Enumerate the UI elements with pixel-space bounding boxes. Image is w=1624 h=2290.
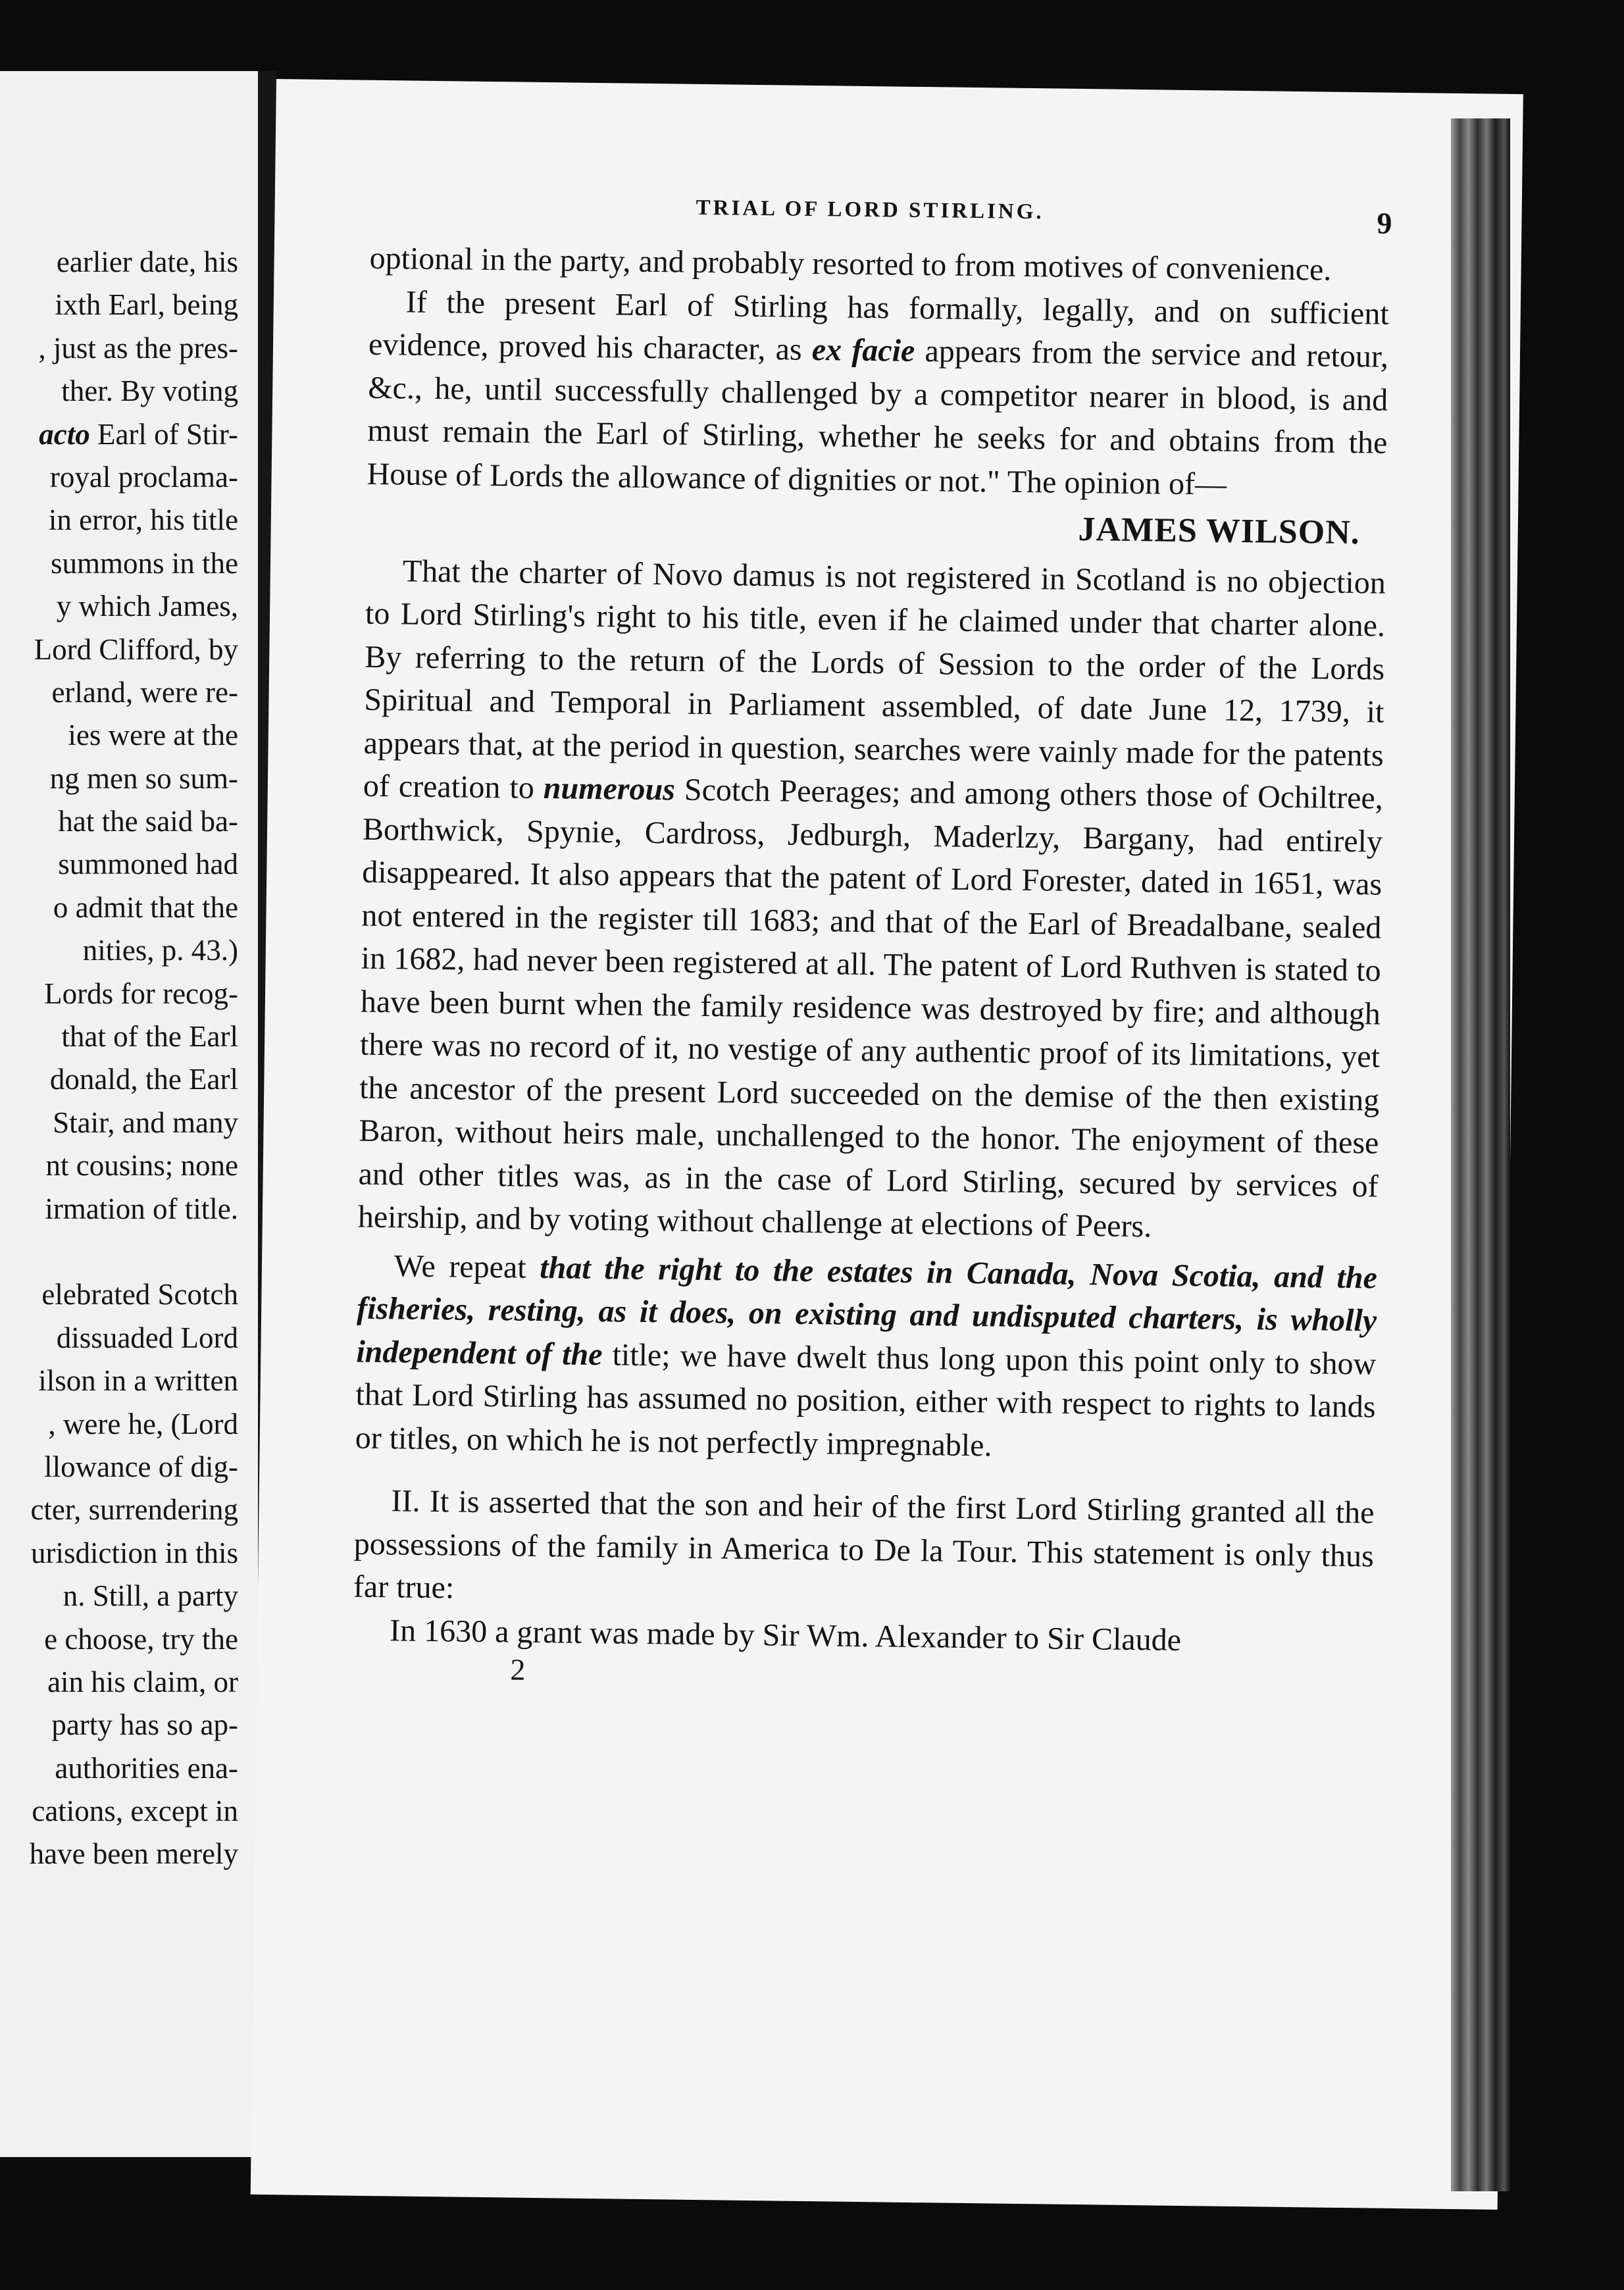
left-page-line: have been merely bbox=[29, 1837, 238, 1871]
left-page-line: n. Still, a party bbox=[63, 1579, 238, 1613]
author-heading: JAMES WILSON. bbox=[1078, 510, 1361, 552]
left-facing-page bbox=[0, 71, 258, 2157]
body-text bbox=[352, 237, 1390, 1697]
paragraph-section-2: II. It is asserted that the son and heir of the first Lord Stirling granted all the possessions of the family in America to De la Tour. This statement is only thus far true: bbox=[353, 1483, 1375, 1606]
paragraph-2: If the present Earl of Stirling has formally, legally, and on sufficient evidence, proved his character, as ex facie appears from the service and retour, &c., he, until successfully challenged by a competitor nearer in blood, is and must remain the Earl of Stirling, whether he seeks for and obtains from the House of Lords the allowance of dignities or not." The opinion of— bbox=[367, 284, 1390, 502]
paragraph-6: In 1630 a grant was made by Sir Wm. Alexander to Sir Claude bbox=[389, 1612, 1182, 1658]
left-page-line: hat the said ba- bbox=[58, 805, 238, 838]
left-page-line: urisdiction in this bbox=[31, 1536, 238, 1569]
left-page-text bbox=[0, 241, 238, 1876]
left-page-line: dissuaded Lord bbox=[56, 1321, 238, 1354]
paragraph-4: We repeat that the right to the estates in Canada, Nova Scotia, and the fisheries, resting, as it does, on existing and undisputed charters, is wholly independent of the title; we have dwelt thus long upon this point only to show that Lord Stirling has assumed no position, either with respect to rights to lands or titles, on which he is not perfectly impregnable. bbox=[355, 1248, 1378, 1463]
left-page-line: Lords for recog- bbox=[44, 977, 238, 1010]
left-page-line: , just as the pres- bbox=[38, 331, 238, 365]
left-page-line: Lord Clifford, by bbox=[34, 632, 238, 666]
right-page bbox=[251, 79, 1523, 2210]
paragraph-3: That the charter of Novo damus is not registered in Scotland is no objection to Lord Stirling's right to his title, even if he claimed under that charter alone. By referring to the return of the Lords of Session to the order of the Lords Spiritual and Temporal in Parliament assembled, of date June 12, 1739, it appears that, at the period in question, searches were vainly made for the patents of creation to numerous Scotch Peerages; and among others those of Ochiltree, Borthwick, Spynie, Cardross, Jedburgh, Maderlzy, Bargany, had entirely disappeared. It also appears that the patent of Lord Forester, dated in 1651, was not entered in the register till 1683; and that of the Earl of Breadalbane, sealed in 1682, had never been registered at all. The patent of Lord Ruthven is stated to have been burnt when the family residence was destroyed by fire; and although there was no record of it, no vestige of any authentic proof of its limitations, yet the ancestor of the present Lord succeeded on the demise of the then existing Baron, without heirs male, unchallenged to the honor. The enjoyment of these and other titles was, as in the case of Lord Stirling, secured by services of heirship, and by voting without challenge at elections of Peers. bbox=[357, 553, 1386, 1244]
page-number: 9 bbox=[1377, 206, 1392, 240]
left-page-line: ain his claim, or bbox=[47, 1665, 238, 1698]
left-page-line: authorities ena- bbox=[55, 1751, 238, 1785]
left-page-line: llowance of dig- bbox=[44, 1450, 238, 1483]
left-page-line: party has so ap- bbox=[51, 1708, 238, 1742]
signature-mark: 2 bbox=[510, 1652, 526, 1687]
left-page-line: donald, the Earl bbox=[49, 1063, 238, 1096]
left-page-line: in error, his title bbox=[48, 503, 238, 537]
left-page-line: ixth Earl, being bbox=[55, 288, 238, 322]
left-page-line: nities, p. 43.) bbox=[82, 934, 238, 967]
left-page-line: cations, except in bbox=[32, 1794, 238, 1828]
left-page-line: ilson in a written bbox=[38, 1364, 238, 1398]
left-page-line: that of the Earl bbox=[61, 1020, 238, 1054]
left-page-line: cter, surrendering bbox=[30, 1493, 238, 1527]
left-page-line: royal proclama- bbox=[49, 460, 238, 494]
left-page-line: acto Earl of Stir- bbox=[39, 417, 238, 451]
paragraph-1: optional in the party, and probably resorted to from motives of convenience. bbox=[369, 240, 1332, 288]
left-page-line: irmation of title. bbox=[45, 1192, 238, 1225]
left-page-line: e choose, try the bbox=[44, 1622, 238, 1656]
left-page-line: ther. By voting bbox=[61, 374, 238, 408]
left-page-line: Stair, and many bbox=[53, 1106, 238, 1139]
left-page-line: erland, were re- bbox=[51, 675, 238, 709]
running-title: TRIAL OF LORD STIRLING. bbox=[696, 195, 1044, 224]
left-page-line: summoned had bbox=[58, 848, 238, 881]
page-edges bbox=[1451, 118, 1510, 2191]
left-page-line: elebrated Scotch bbox=[41, 1278, 238, 1311]
left-page-line: ies were at the bbox=[68, 719, 238, 752]
left-page-line: o admit that the bbox=[53, 890, 238, 924]
left-page-line: ng men so sum- bbox=[49, 761, 238, 795]
left-page-line: earlier date, his bbox=[56, 245, 238, 278]
left-page-line: y which James, bbox=[56, 590, 238, 623]
left-page-line bbox=[0, 1231, 238, 1273]
left-page-line: nt cousins; none bbox=[45, 1149, 238, 1183]
left-page-line: summons in the bbox=[50, 546, 238, 580]
left-page-line: , were he, (Lord bbox=[48, 1407, 238, 1440]
